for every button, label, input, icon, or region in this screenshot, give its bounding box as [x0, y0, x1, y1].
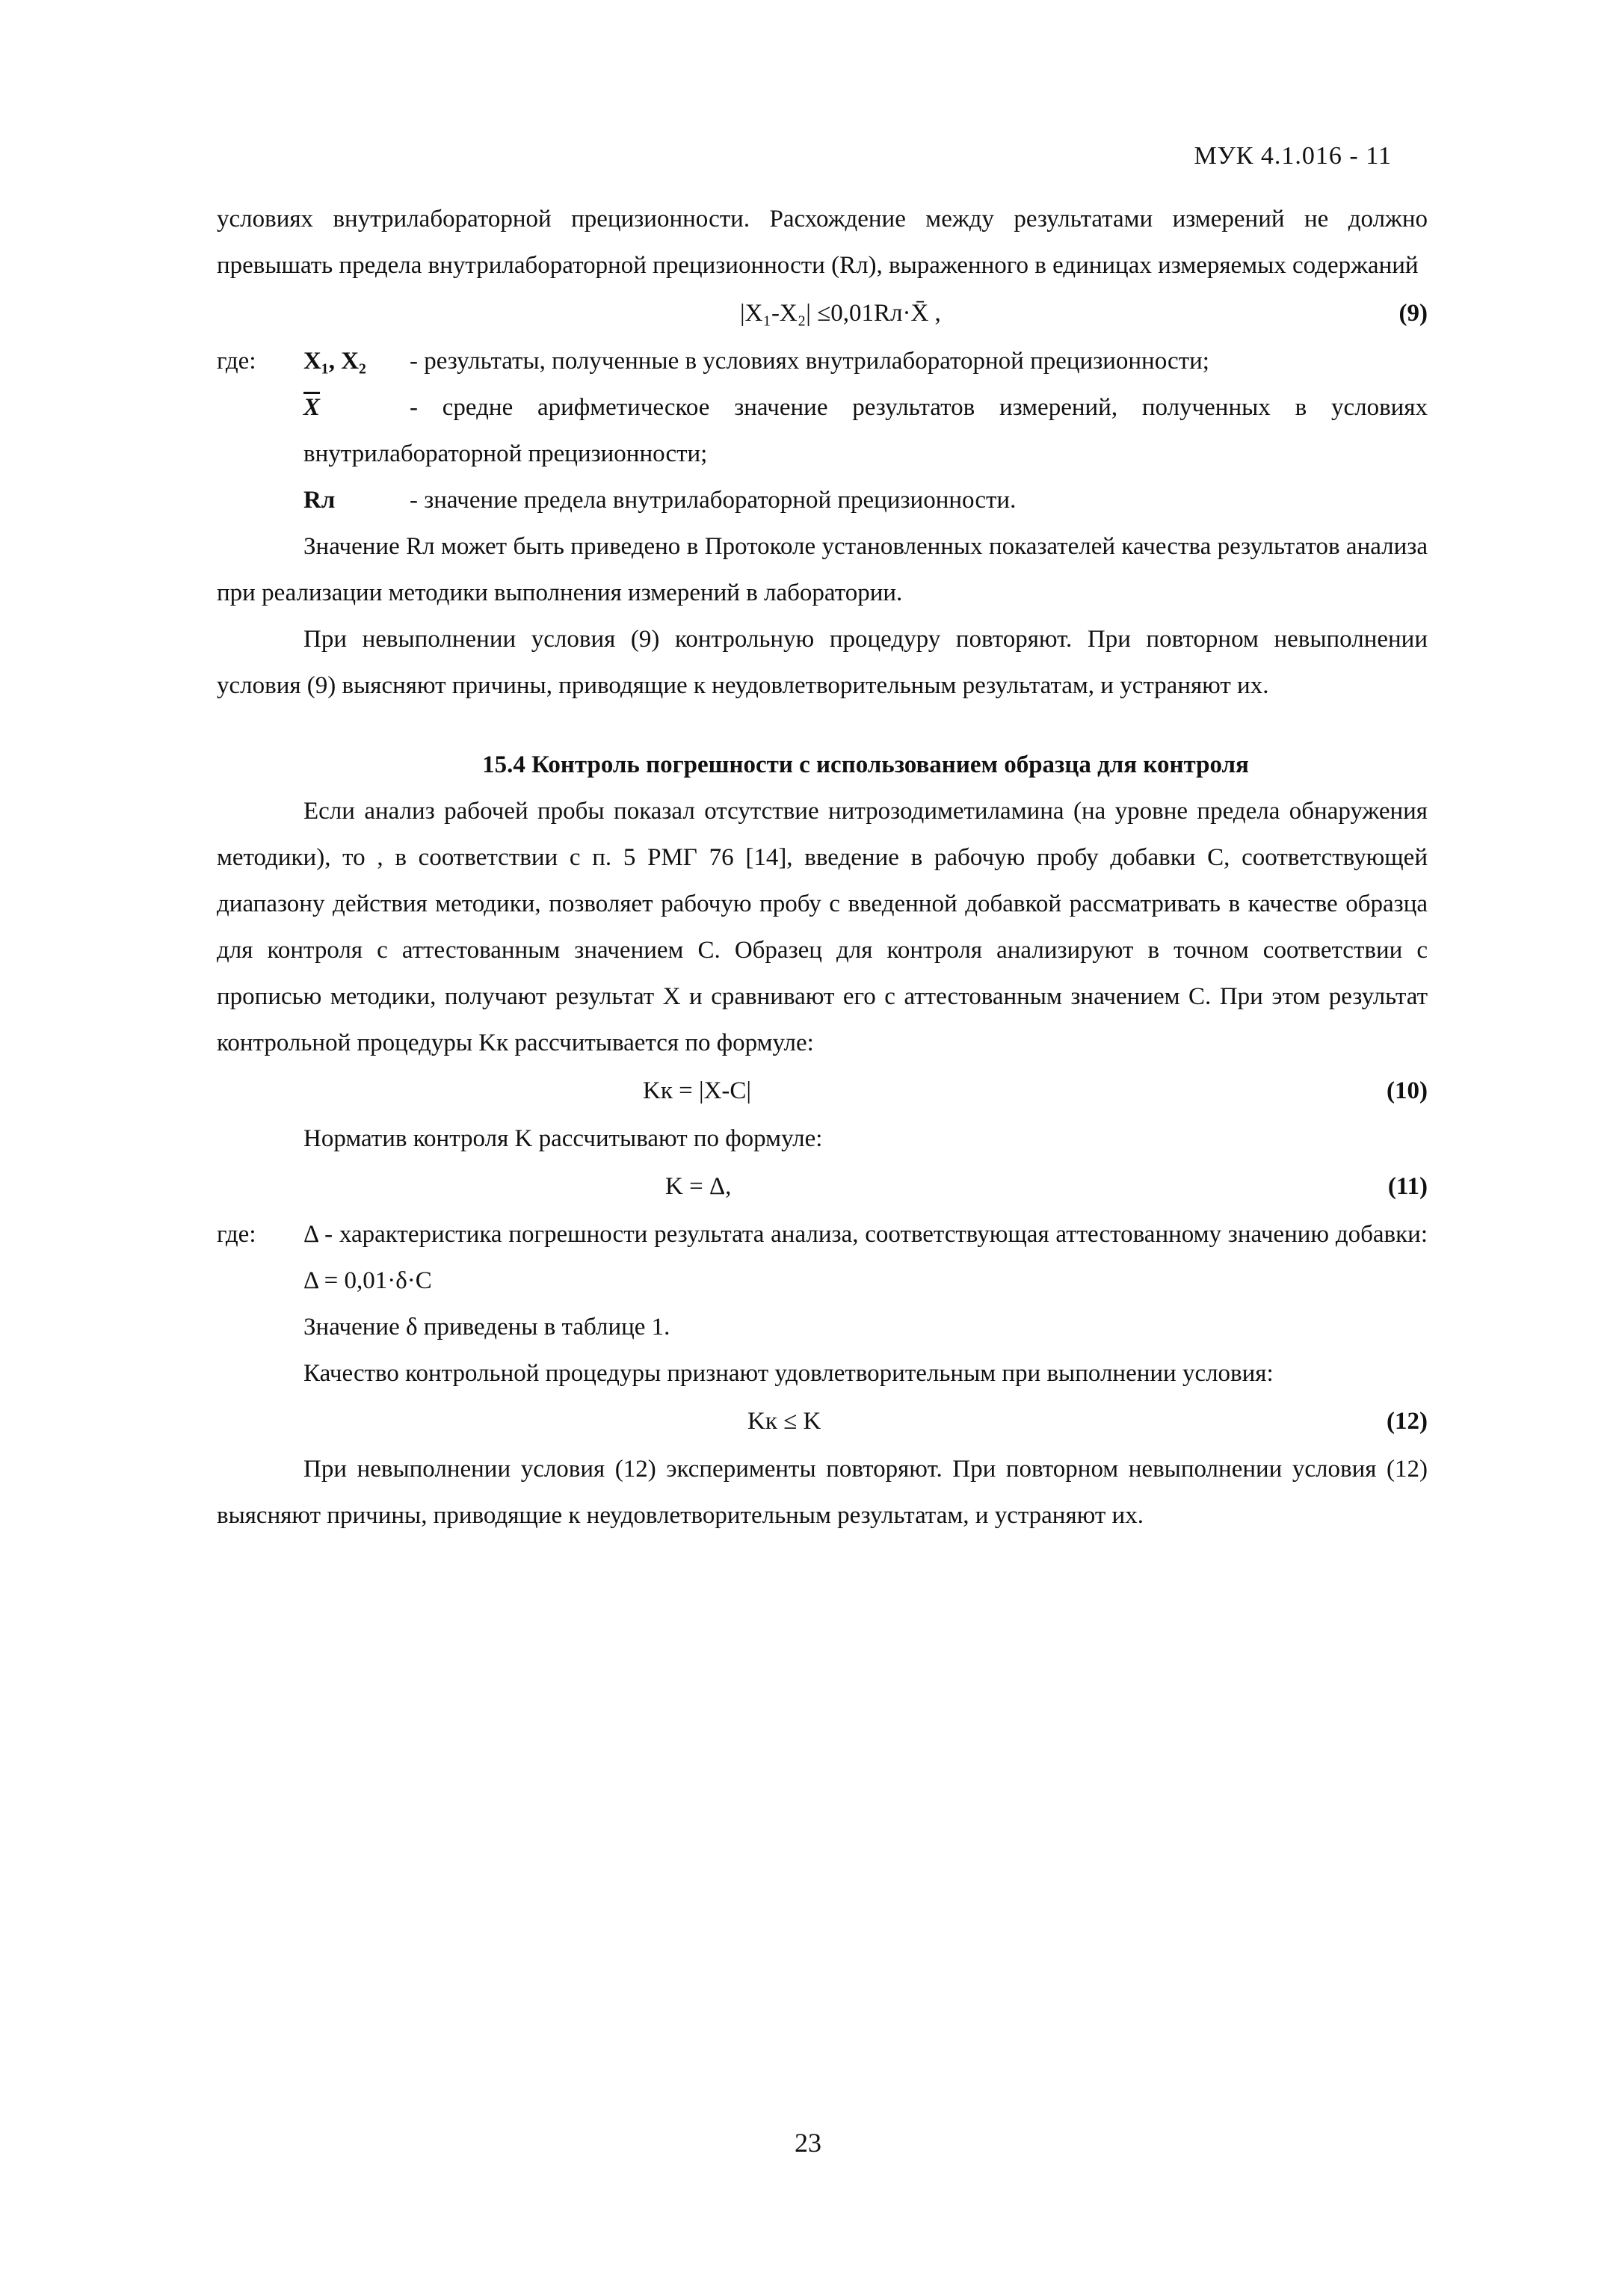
- paragraph-rl-protocol: Значение Rл может быть приведено в Протоколе установленных показателей качества результатов анализа при реализации методики выполнения измерений в лаборатории.: [217, 533, 1428, 606]
- paragraph-quality-condition: Качество контрольной процедуры признают удовлетворительным при выполнении условия:: [303, 1360, 1274, 1387]
- paragraph-norm: Норматив контроля K рассчитывают по формуле:: [303, 1125, 823, 1152]
- definition-delta-text: Δ - характеристика погрешности результата анализа, соответствующая аттестованному значению добавки: Δ = 0,01·δ·С: [303, 1221, 1428, 1294]
- definition-x1x2: [217, 338, 1428, 384]
- document-code: МУК 4.1.016 - 11: [1194, 142, 1392, 170]
- formula-9-expression: |X₁-X₂| ≤0,01Rл·X̄ ,: [740, 300, 941, 327]
- page-number: 23: [795, 2128, 821, 2158]
- formula-12-expression: Kк ≤ K: [747, 1408, 821, 1435]
- formula-9-number: (9): [1398, 300, 1428, 327]
- definition-rl: [217, 477, 1428, 523]
- formula-12: [217, 1397, 1428, 1446]
- paragraph-repeat-12: При невыполнении условия (12) эксперименты повторяют. При повторном невыполнении условия (12) выясняют причины, приводящие к неудовлетворительным результатам, и устраняют их.: [217, 1456, 1428, 1529]
- where-label-2: где:: [217, 1221, 256, 1248]
- definition-rl-text: - значение предела внутрилабораторной прецизионности.: [410, 487, 1017, 514]
- symbol-rl: Rл: [303, 487, 336, 514]
- formula-9: [217, 289, 1428, 338]
- formula-10: [217, 1066, 1428, 1115]
- symbol-x1x2: X₁, X₂: [303, 348, 366, 375]
- paragraph-control-sample: Если анализ рабочей пробы показал отсутствие нитрозодиметиламина (на уровне предела обнаружения методики), то , в соответствии с п. 5 РМГ 76 [14], введение в рабочую пробу добавки С, соответствующей диапазону действия методики, позволяет рабочую пробу с введенной добавкой рассматривать в качестве образца для контроля с аттестованным значением С. Образец для контроля анализируют в точном соответствии с прописью методики, получают результат X и сравнивают его с аттестованным значением С. При этом результат контрольной процедуры Kк рассчитывается по формуле:: [217, 798, 1428, 1056]
- formula-11: [217, 1162, 1428, 1211]
- page-body: [217, 196, 1428, 1539]
- formula-10-number: (10): [1387, 1077, 1428, 1104]
- paragraph-precision: условиях внутрилабораторной прецизионности. Расхождение между результатами измерений не должно превышать предела внутрилабораторной прецизионности (Rл), выраженного в единицах измеряемых содержаний: [217, 206, 1428, 279]
- formula-12-number: (12): [1387, 1408, 1428, 1435]
- formula-11-expression: K = Δ,: [665, 1173, 732, 1200]
- definition-x1x2-text: - результаты, полученные в условиях внутрилабораторной прецизионности;: [410, 348, 1209, 375]
- definition-delta: [217, 1211, 1428, 1304]
- paragraph-repeat-9: При невыполнении условия (9) контрольную процедуру повторяют. При повторном невыполнении условия (9) выясняют причины, приводящие к неудовлетворительным результатам, и устраняют их.: [217, 626, 1428, 699]
- definition-xmean-text: - средне арифметическое значение результатов измерений, полученных в условиях внутрилабораторной прецизионности;: [303, 394, 1428, 467]
- formula-10-expression: Kк = |X-C|: [643, 1077, 752, 1104]
- paragraph-delta-table: Значение δ приведены в таблице 1.: [303, 1314, 670, 1341]
- section-heading-15-4: 15.4 Контроль погрешности с использованием образца для контроля: [482, 751, 1249, 778]
- formula-11-number: (11): [1387, 1173, 1428, 1200]
- symbol-xmean: $\overline{X}$: [303, 394, 321, 421]
- where-label: где:: [217, 348, 256, 375]
- definition-xmean: [217, 384, 1428, 477]
